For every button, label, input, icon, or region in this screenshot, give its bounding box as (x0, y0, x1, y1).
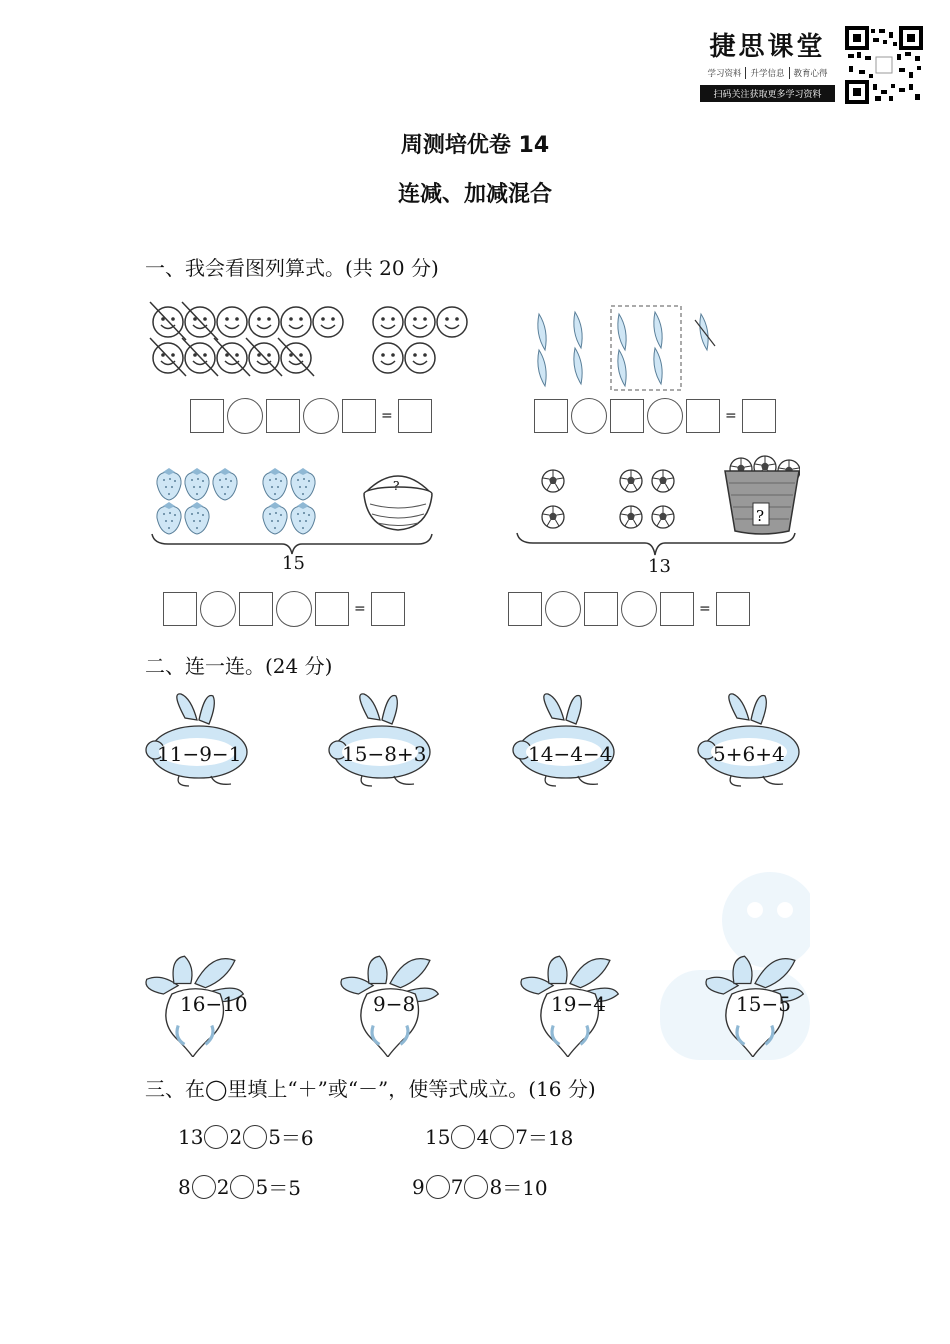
basket-question: ? (756, 507, 765, 525)
operand: 2 (216, 1174, 230, 1199)
equation-row (163, 591, 405, 627)
radish-expression: 16−10 (180, 992, 248, 1016)
answer-box[interactable] (686, 399, 720, 433)
operator-circle[interactable] (303, 398, 339, 434)
answer-box[interactable] (742, 399, 776, 433)
bunny-icon (512, 690, 622, 790)
answer-box[interactable] (534, 399, 568, 433)
answer-box[interactable] (716, 592, 750, 626)
equation-row (508, 591, 750, 627)
result: ＝5 (268, 1176, 301, 1200)
answer-box[interactable] (266, 399, 300, 433)
brace-total-left: 15 (282, 553, 305, 574)
bunny-card[interactable] (512, 690, 622, 790)
bunny-expression: 14−4−4 (528, 742, 613, 766)
bunny-icon (697, 690, 807, 790)
operator-circle[interactable] (200, 591, 236, 627)
operator-circle[interactable] (451, 1125, 475, 1149)
operator-circle[interactable] (621, 591, 657, 627)
bunny-icon (145, 690, 255, 790)
brand-name: 捷思课堂 (709, 32, 826, 62)
operand: 5 (255, 1174, 269, 1199)
radish-card[interactable] (700, 952, 810, 1057)
section-1-heading: 一、我会看图列算式。(共 20 分) (145, 256, 439, 280)
answer-box[interactable] (342, 399, 376, 433)
brace-total-right: 13 (648, 556, 671, 577)
soccer-balls-figure (515, 455, 800, 563)
equals-sign: = (381, 408, 393, 424)
answer-box[interactable] (315, 592, 349, 626)
result: ＝18 (527, 1126, 574, 1150)
operator-circle[interactable] (426, 1175, 450, 1199)
answer-box[interactable] (584, 592, 618, 626)
fill-equation (178, 1122, 314, 1151)
equals-sign: = (725, 408, 737, 424)
page-subtitle: 连减、加减混合 (397, 182, 552, 207)
result: ＝6 (280, 1126, 314, 1150)
basket-question: ? (393, 479, 400, 493)
operator-circle[interactable] (204, 1125, 228, 1149)
operand: 8 (178, 1174, 191, 1199)
brand-bar: 扫码关注获取更多学习资料 (700, 85, 835, 102)
radish-card[interactable] (140, 952, 250, 1057)
leaves-figure (525, 300, 725, 395)
operand: 5 (268, 1124, 281, 1149)
operator-circle[interactable] (545, 591, 581, 627)
operand: 15 (425, 1124, 451, 1149)
bunny-card[interactable] (328, 690, 438, 790)
fill-equation (412, 1172, 548, 1201)
operator-circle[interactable] (490, 1125, 514, 1149)
radish-card[interactable] (335, 952, 445, 1057)
operand: 7 (450, 1174, 464, 1199)
radish-expression: 9−8 (373, 992, 416, 1016)
qr-code-icon[interactable] (845, 26, 923, 104)
bunny-expression: 5+6+4 (713, 742, 785, 766)
answer-box[interactable] (371, 592, 405, 626)
equals-sign: = (699, 601, 711, 617)
brand-tags (700, 67, 835, 79)
answer-box[interactable] (508, 592, 542, 626)
operand: 2 (229, 1124, 243, 1149)
brand-tag: 学习资料 (707, 69, 742, 79)
operator-circle[interactable] (230, 1175, 254, 1199)
bunny-card[interactable] (697, 690, 807, 790)
operand: 9 (412, 1174, 425, 1199)
fill-equation (178, 1172, 301, 1201)
operator-circle[interactable] (647, 398, 683, 434)
radish-expression: 19−4 (551, 992, 606, 1016)
operand: 4 (476, 1124, 490, 1149)
strawberries-figure (148, 462, 438, 562)
answer-box[interactable] (239, 592, 273, 626)
operator-circle[interactable] (276, 591, 312, 627)
brand-block (700, 26, 835, 102)
bunny-expression: 15−8+3 (342, 742, 427, 766)
brand-tag: 升学信息 (745, 67, 784, 79)
answer-box[interactable] (398, 399, 432, 433)
operand: 7 (515, 1124, 528, 1149)
operator-circle[interactable] (227, 398, 263, 434)
smiley-faces-figure (148, 300, 478, 380)
section-2-heading: 二、连一连。(24 分) (145, 654, 333, 678)
operand: 8 (489, 1174, 503, 1199)
page-title: 周测培优卷 14 (400, 133, 550, 158)
result: ＝10 (502, 1176, 548, 1200)
operator-circle[interactable] (192, 1175, 216, 1199)
radish-card[interactable] (515, 952, 625, 1057)
equals-sign: = (354, 601, 366, 617)
answer-box[interactable] (163, 592, 197, 626)
fill-equation (425, 1122, 573, 1151)
operator-circle[interactable] (464, 1175, 488, 1199)
equation-row (534, 398, 776, 434)
operand: 13 (178, 1124, 204, 1149)
radish-expression: 15−5 (736, 992, 791, 1016)
section-3-heading: 三、在◯里填上“＋”或“－”，使等式成立。(16 分) (145, 1077, 596, 1101)
operator-circle[interactable] (243, 1125, 267, 1149)
bunny-card[interactable] (145, 690, 255, 790)
bunny-expression: 11−9−1 (157, 742, 242, 766)
answer-box[interactable] (190, 399, 224, 433)
answer-box[interactable] (660, 592, 694, 626)
operator-circle[interactable] (571, 398, 607, 434)
answer-box[interactable] (610, 399, 644, 433)
equation-row (190, 398, 432, 434)
bunny-icon (328, 690, 438, 790)
brand-tag: 教育心得 (789, 67, 828, 79)
